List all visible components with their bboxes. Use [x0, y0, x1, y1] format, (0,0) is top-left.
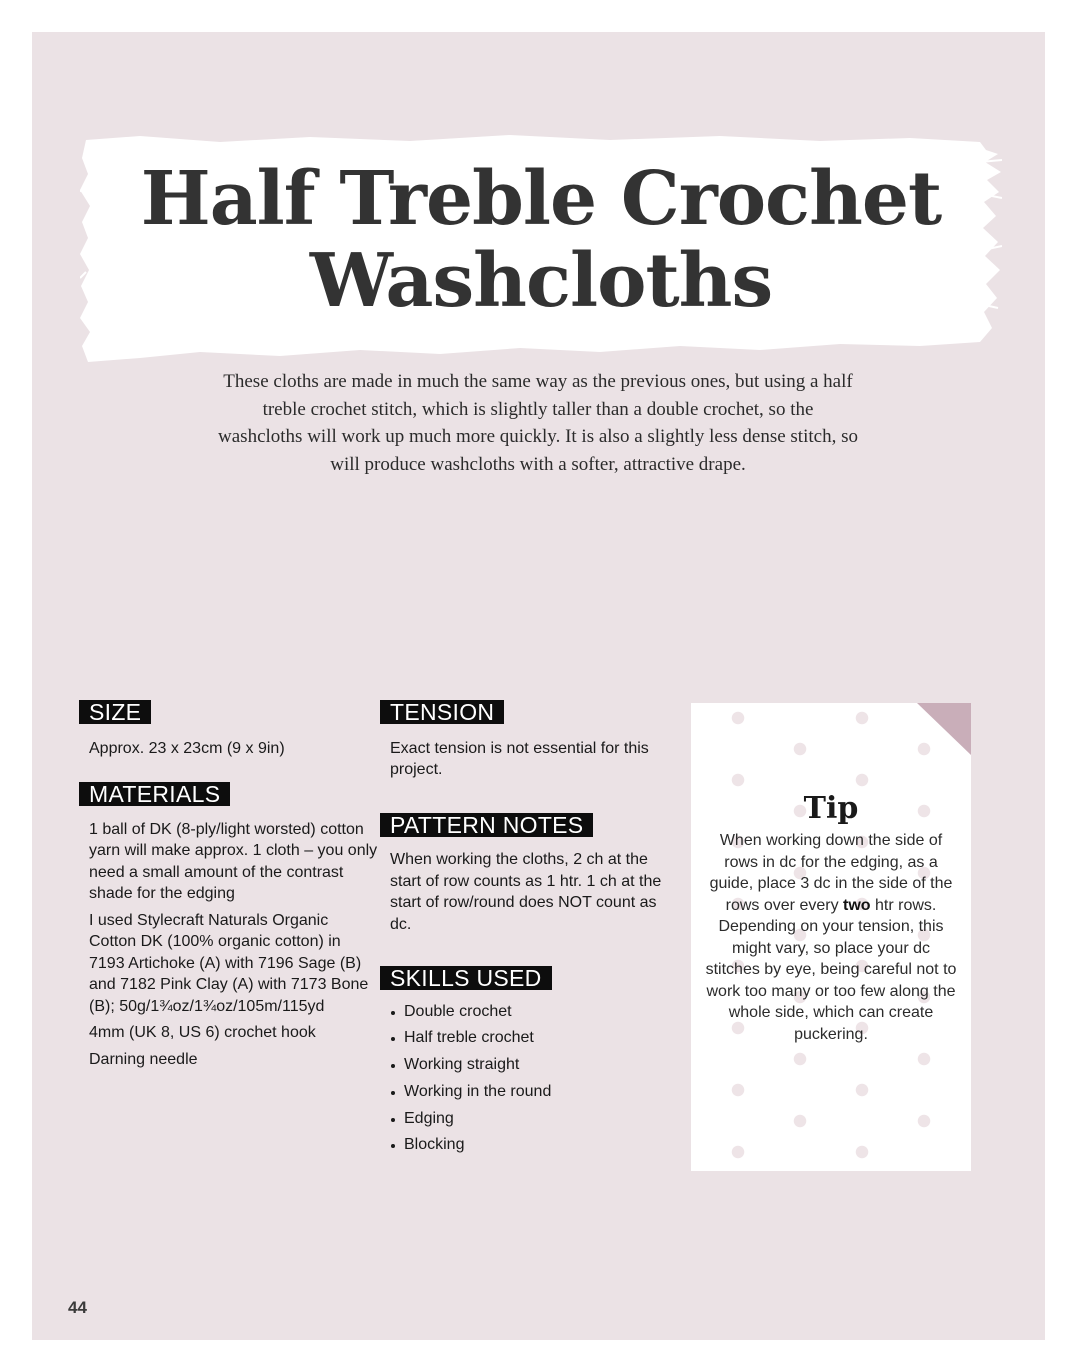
tip-box [691, 703, 971, 1171]
pattern-notes-heading: PATTERN NOTES [380, 813, 593, 837]
tension-text: Exact tension is not essential for this project. [390, 739, 649, 778]
skills-heading: SKILLS USED [380, 966, 552, 990]
intro-paragraph: These cloths are made in much the same way as the previous ones, but using a half treble crochet stitch, which is slightly taller than a double crochet, so the washcloths will work up much more quickly. It is also a slightly less dense stitch, so will produce washcloths with a softer, attractive drape. [218, 371, 858, 475]
page [32, 32, 1045, 1340]
skills-item: Blocking [390, 1132, 680, 1159]
left-column [79, 700, 379, 1075]
tip-text [703, 830, 959, 1045]
skills-item: Working in the round [390, 1079, 680, 1106]
tip-title: Tip [803, 791, 859, 826]
materials-item: Darning needle [89, 1050, 198, 1068]
tip-text-bold: two [843, 896, 871, 914]
page-title [80, 158, 1002, 322]
tip-corner-fold [917, 703, 971, 755]
tip-text-end: htr rows. Depending on your tension, this might vary, so place your dc stitches by eye, being careful not to work too many or too few along the whole side, which can create puckering. [705, 896, 957, 1043]
title-line-2: Washcloths [309, 238, 773, 324]
materials-list [79, 819, 379, 1071]
page-number: 44 [68, 1298, 87, 1317]
tension-heading: TENSION [380, 700, 504, 724]
skills-item: Double crochet [390, 999, 680, 1026]
middle-column [380, 700, 680, 1159]
materials-item: I used Stylecraft Naturals Organic Cotton DK (100% organic cotton) in 7193 Artichoke (A) with 7196 Sage (B) and 7182 Pink Clay (A) with 7173 Bone (B); 50g/1¾oz/1¾oz/105m/115yd [89, 911, 369, 1015]
skills-list [380, 999, 680, 1160]
skills-item: Working straight [390, 1052, 680, 1079]
materials-item: 1 ball of DK (8-ply/light worsted) cotton yarn will make approx. 1 cloth – you only need a small amount of the contrast shade for the edging [89, 820, 378, 902]
skills-item: Edging [390, 1106, 680, 1133]
size-heading: SIZE [79, 700, 151, 724]
materials-item: 4mm (UK 8, US 6) crochet hook [89, 1024, 316, 1041]
size-text: Approx. 23 x 23cm (9 x 9in) [89, 739, 285, 757]
pattern-notes-text: When working the cloths, 2 ch at the start of row counts as 1 htr. 1 ch at the start of row/round does NOT count as dc. [390, 851, 662, 933]
title-line-1: Half Treble Crochet [140, 156, 942, 242]
materials-heading: MATERIALS [79, 782, 230, 806]
tip-text-start: When working down the side of rows in dc for the edging, as a guide, place 3 dc in the side of the rows over every [709, 832, 953, 914]
skills-item: Half treble crochet [390, 1025, 680, 1052]
